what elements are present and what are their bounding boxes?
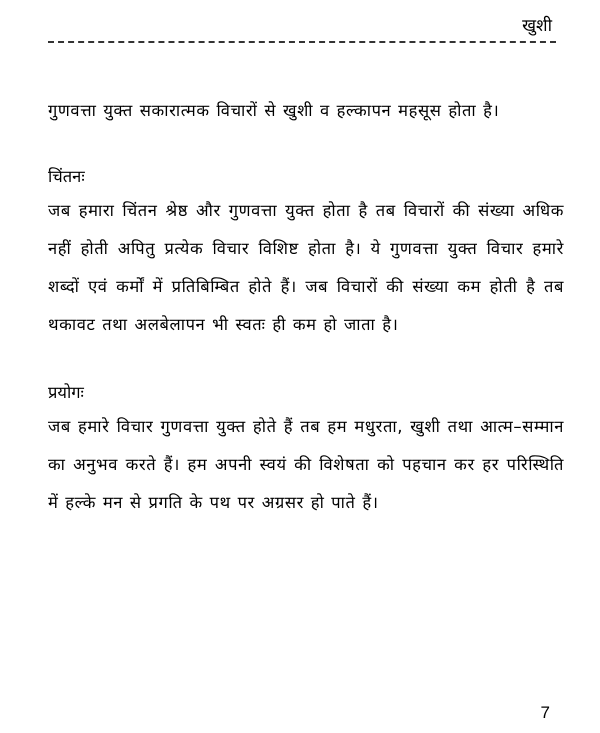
section-chintan [48,162,564,344]
section-prayog [48,378,564,522]
page-content [48,92,564,522]
page-number: 7 [540,703,550,722]
section-spacer [48,344,564,378]
header-dashed-rule [48,41,556,43]
section-heading-prayog: प्रयोगः [48,383,84,402]
section-heading-chintan: चिंतनः [48,167,85,186]
running-header-title: खुशी [522,16,552,36]
section-spacer [48,130,564,162]
intro-paragraph: गुणवत्ता युक्त सकारात्मक विचारों से खुशी व हल्कापन महसूस होता है। [48,101,500,120]
section-text-prayog: जब हमारे विचार गुणवत्ता युक्त होते हैं तब हम मधुरता, खुशी तथा आत्म–सम्मान का अनुभव करते हैं। हम अपनी स्वयं की विशेषता को पहचान कर हर परिस्थिति में हल्के मन से प्रगति के पथ पर अग्रसर हो पाते हैं। [48,417,564,512]
section-text-chintan: जब हमारा चिंतन श्रेष्ठ और गुणवत्ता युक्त होता है तब विचारों की संख्या अधिक नहीं होती अपितु प्रत्येक विचार विशिष्ट होता है। ये गुणवत्ता युक्त विचार हमारे शब्दों एवं कर्मों में प्रतिबिम्बित होते हैं। जब विचारों की संख्या कम होती है तब थकावट तथा अलबेलापन भी स्वतः ही कम हो जाता है। [48,201,564,334]
